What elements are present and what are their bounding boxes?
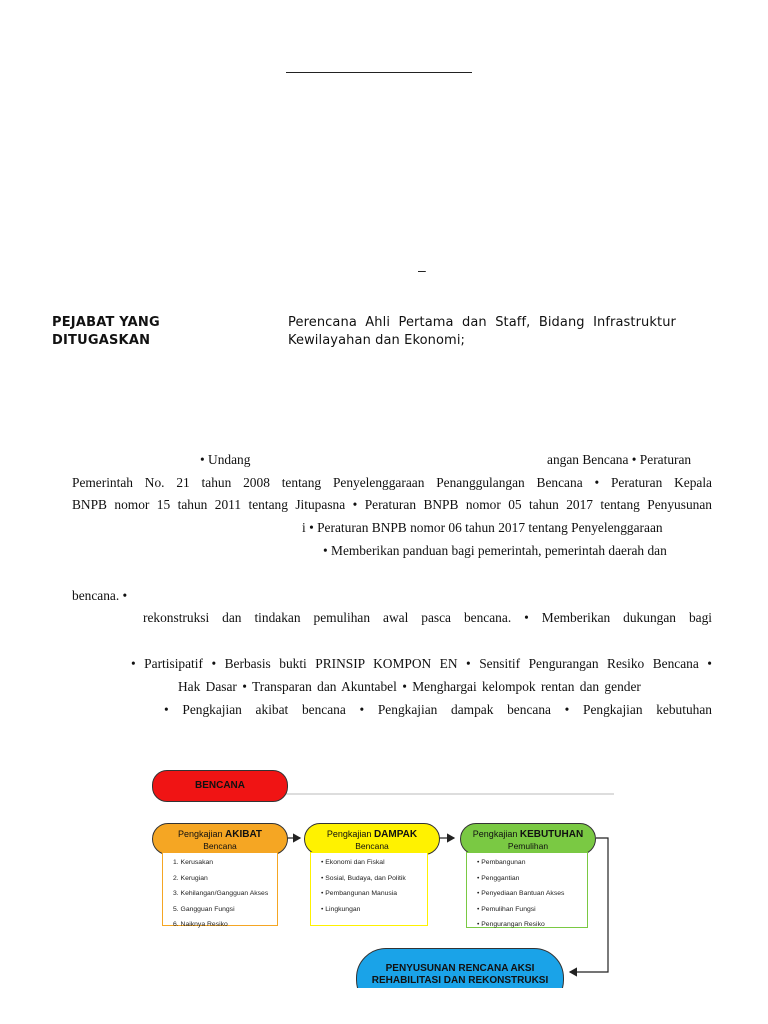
officer-value: Perencana Ahli Pertama dan Staff, Bidang Infrastruktur Kewilayahan dan Ekonomi; [288, 315, 676, 348]
list-item: 1. Kerusakan [173, 859, 214, 866]
kebutuhan-prefix: Pengkajian [472, 829, 520, 839]
kebutuhan-node [460, 823, 596, 855]
list-item: 3. Kehilangan/Gangguan Akses [173, 890, 269, 897]
akibat-list [162, 852, 278, 926]
list-item: 6. Naiknya Resiko [173, 921, 228, 928]
list-item: 5. Gangguan Fungsi [173, 905, 235, 913]
kebutuhan-strong: KEBUTUHAN [519, 829, 584, 840]
body-line-6: bencana. • [72, 588, 128, 603]
bencana-node: BENCANA [152, 770, 288, 802]
body-line-7: rekonstruksi dan tindakan pemulihan awal pasca bencana. • Memberikan dukungan bagi [143, 610, 712, 625]
list-item: • Pemulihan Fungsi [477, 905, 536, 913]
officer-label-line2: DITUGASKAN [52, 333, 151, 348]
list-item: • Pengurangan Resiko [477, 921, 545, 928]
body-line-4: i • Peraturan BNPB nomor 06 tahun 2017 tentang Penyelenggaraan [302, 520, 663, 535]
officer-label-line1: PEJABAT YANG [52, 315, 160, 330]
dampak-list [310, 852, 428, 926]
action-plan-node [356, 948, 564, 988]
list-item: • Lingkungan [321, 905, 361, 913]
body-line-1a: • Undang [200, 452, 251, 467]
body-line-9: Hak Dasar • Transparan dan Akuntabel • Menghargai kelompok rentan dan gender [178, 679, 641, 694]
akibat-node [152, 823, 288, 855]
list-item: • Ekonomi dan Fiskal [321, 859, 385, 866]
list-item: • Pembangunan Manusia [321, 890, 398, 897]
body-line-3: BNPB nomor 15 tahun 2011 tentang Jitupasna • Peraturan BNPB nomor 05 tahun 2017 tentang Penyusunan [72, 497, 712, 512]
dampak-node [304, 823, 440, 855]
body-line-5: • Memberikan panduan bagi pemerintah, pemerintah daerah dan [323, 543, 667, 558]
body-line-10: • Pengkajian akibat bencana • Pengkajian dampak bencana • Pengkajian kebutuhan [164, 702, 712, 717]
plan-line1: PENYUSUNAN RENCANA AKSI [385, 963, 535, 974]
list-item: • Sosial, Budaya, dan Politik [321, 874, 406, 882]
plan-line2: REHABILITASI DAN REKONSTRUKSI [371, 975, 549, 986]
body-line-8: • Partisipatif • Berbasis bukti PRINSIP KOMPON EN • Sensitif Pengurangan Resiko Bencana • [131, 656, 712, 671]
top-rule [286, 72, 472, 73]
kebutuhan-list [466, 852, 588, 928]
list-item: 2. Kerugian [173, 874, 208, 882]
body-line-2: Pemerintah No. 21 tahun 2008 tentang Penyelenggaraan Penanggulangan Bencana • Peraturan Kepala [72, 475, 712, 490]
disaster-assessment-diagram [150, 766, 620, 988]
dampak-prefix: Pengkajian [326, 829, 374, 839]
akibat-prefix: Pengkajian [177, 829, 225, 839]
list-item: • Penyediaan Bantuan Akses [477, 890, 565, 897]
akibat-sub: Bencana [203, 841, 237, 851]
dampak-strong: DAMPAK [373, 829, 418, 840]
body-line-1b: angan Bencana • Peraturan [547, 452, 692, 467]
dash-mark: – [418, 262, 426, 278]
kebutuhan-sub: Pemulihan [507, 841, 549, 851]
akibat-strong: AKIBAT [225, 829, 263, 840]
list-item: • Pembangunan [477, 859, 526, 866]
officer-label [52, 314, 160, 350]
dampak-sub: Bencana [355, 841, 389, 851]
list-item: • Penggantian [477, 874, 520, 882]
